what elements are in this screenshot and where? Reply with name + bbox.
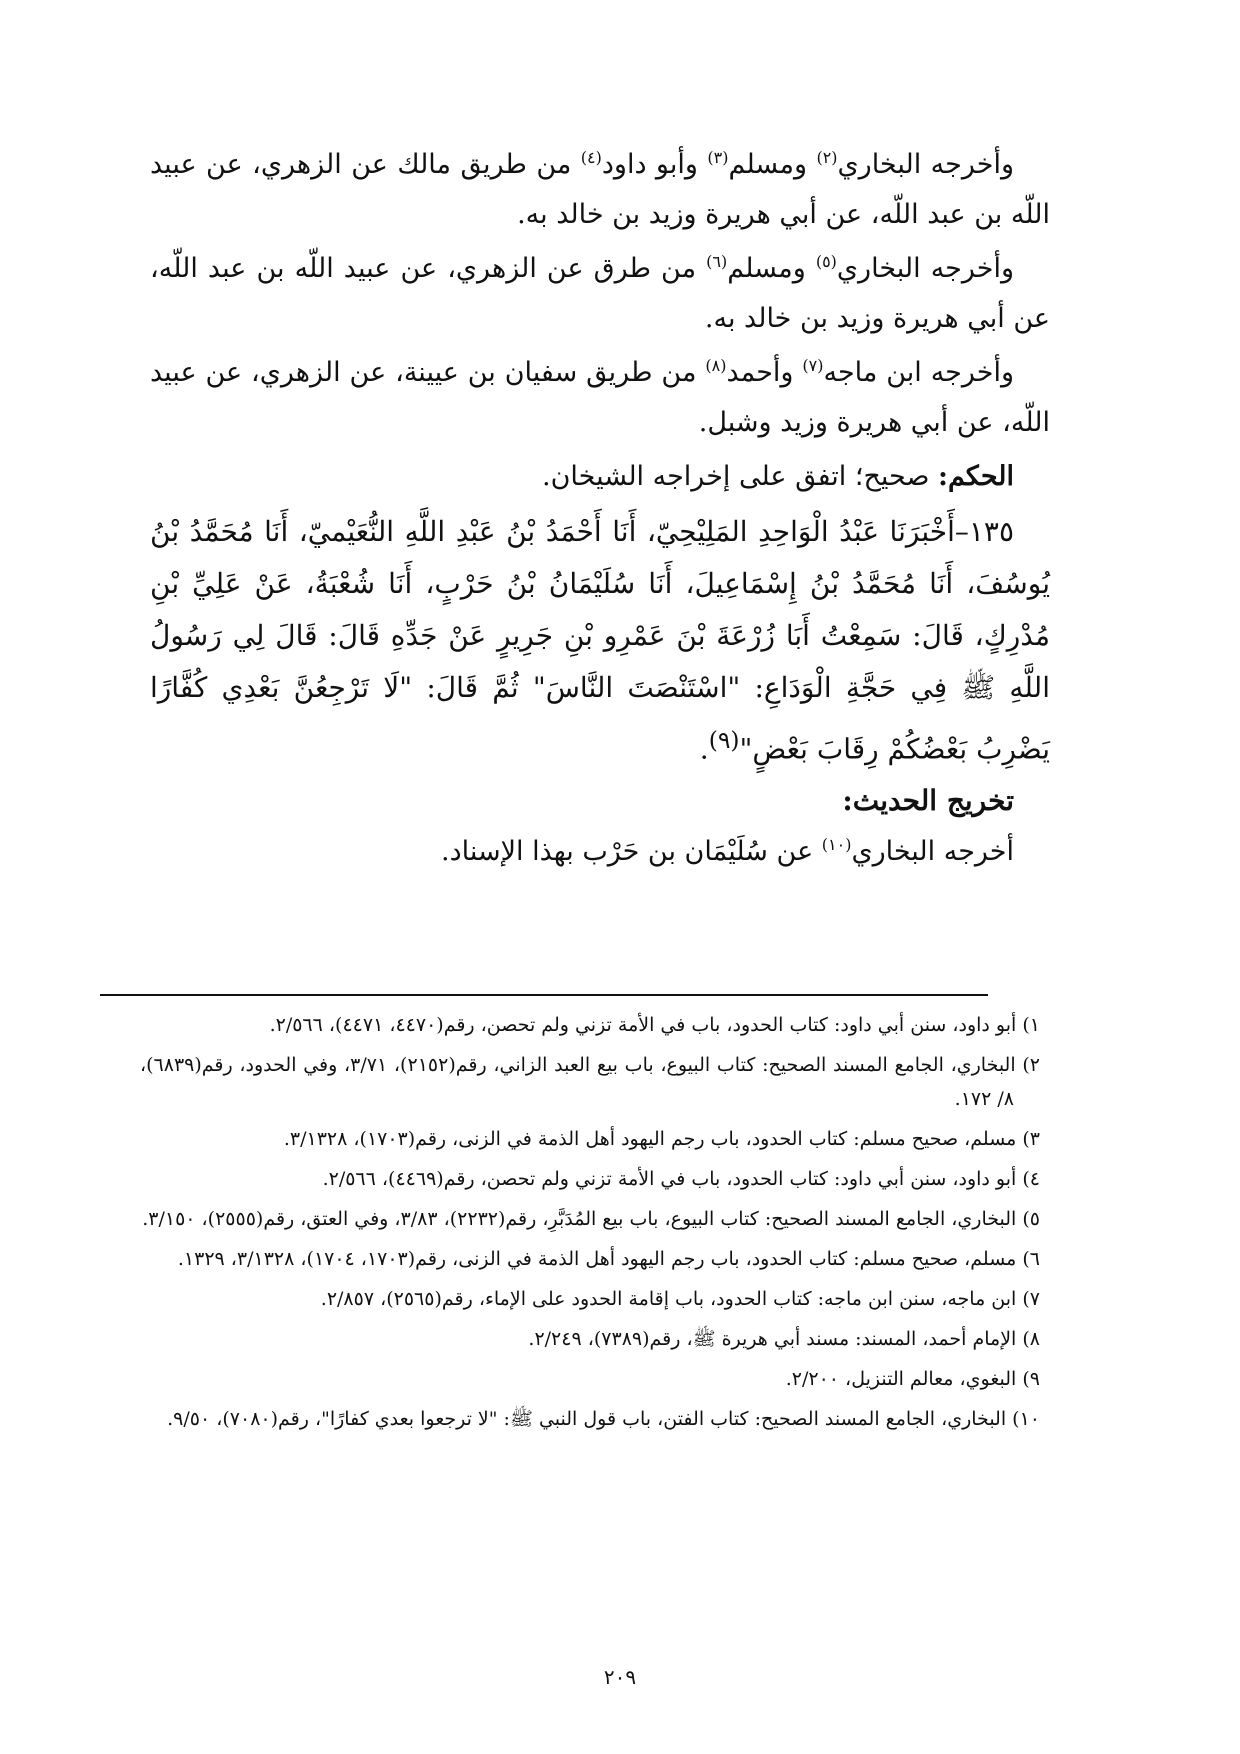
page-body (150, 140, 1050, 881)
hukm-label: الحكم: (937, 461, 1014, 492)
hadith-text: ١٣٥–أَخْبَرَنَا عَبْدُ الْوَاحِدِ المَلِيْحِيّ، أَنَا أَحْمَدُ بْنُ عَبْدِ اللَّهِ النُّعَيْميّ، أَنَا مُحَمَّدُ بْنُ يُوسُفَ، أَنَا مُحَمَّدُ بْنُ إِسْمَاعِيلَ، أَنَا سُلَيْمَانُ بْنُ حَرْبٍ، أَنَا شُعْبَةُ، عَنْ عَلِيِّ بْنِ مُدْرِكٍ، قَالَ: سَمِعْتُ أَبَا زُرْعَةَ بْنَ عَمْرِو بْنِ جَرِيرٍ عَنْ جَدِّهِ قَالَ: قَالَ لِي رَسُولُ اللَّهِ ﷺ فِي حَجَّةِ الْوَدَاعِ: "اسْتَنْصَتَ النَّاسَ" ثُمَّ قَالَ: "لَا تَرْجِعُنَّ بَعْدِي كُفَّارًا يَضْرِبُ بَعْضُكُمْ رِقَابَ بَعْضٍ"$^{(٩)}$. (150, 515, 1050, 766)
footnote-2: ٢) البخاري، الجامع المسند الصحيح: كتاب البيوع، باب بيع العبد الزاني، رقم(٢١٥٢)، ٣/٧١، وفي الحدود، رقم(٦٨٣٩)، ٨/ ١٧٢. (140, 1054, 1040, 1110)
footnote-1: ١) أبو داود، سنن أبي داود: كتاب الحدود، باب في الأمة تزني ولم تحصن، رقم(٤٤٧٠، ٤٤٧١)، ٢/٥٦٦. (269, 1014, 1040, 1036)
footnote-9: ٩) البغوي، معالم التنزيل، ٢/٢٠٠. (785, 1368, 1040, 1390)
hukm-text: صحيح؛ اتفق على إخراجه الشيخان. (542, 461, 938, 492)
takhrij-paragraph-2: وأخرجه البخاري$^{(٥)}$ ومسلم$^{(٦)}$ من طرق عن الزهري، عن عبيد اللّه بن عبد اللّه، عن أبي هريرة وزيد بن خالد به. (150, 252, 1050, 334)
takhrij-paragraph-1: وأخرجه البخاري$^{(٢)}$ ومسلم$^{(٣)}$ وأبو داود$^{(٤)}$ من طريق مالك عن الزهري، عن عبيد اللّه بن عبد اللّه، عن أبي هريرة وزيد بن خالد به. (150, 148, 1050, 230)
footnote-3: ٣) مسلم، صحيح مسلم: كتاب الحدود، باب رجم اليهود أهل الذمة في الزنى، رقم(١٧٠٣)، ٣/١٣٢٨. (283, 1128, 1040, 1150)
takhrij-text: أخرجه البخاري$^{(١٠)}$ عن سُلَيْمَان بن حَرْب بهذا الإسناد. (441, 835, 1014, 868)
footnote-4: ٤) أبو داود، سنن أبي داود: كتاب الحدود، باب في الأمة تزني ولم تحصن، رقم(٤٤٦٩)، ٢/٥٦٦. (322, 1168, 1040, 1190)
footnote-5: ٥) البخاري، الجامع المسند الصحيح: كتاب البيوع، باب بيع المُدَبَّرِ، رقم(٢٢٣٢)، ٣/٨٣، وفي العتق، رقم(٢٥٥٥)، ٣/١٥٠. (142, 1208, 1040, 1230)
takhrij-paragraph-3: وأخرجه ابن ماجه$^{(٧)}$ وأحمد$^{(٨)}$ من طريق سفيان بن عيينة، عن الزهري، عن عبيد اللّه، عن أبي هريرة وزيد وشبل. (150, 356, 1050, 438)
footnote-separator (100, 994, 988, 996)
footnotes (140, 1008, 1040, 1442)
footnote-8: ٨) الإمام أحمد، المسند: مسند أبي هريرة ﷺ، رقم(٧٣٨٩)، ٢/٢٤٩. (528, 1328, 1040, 1350)
footnote-7: ٧) ابن ماجه، سنن ابن ماجه: كتاب الحدود، باب إقامة الحدود على الإماء، رقم(٢٥٦٥)، ٢/٨٥٧. (320, 1288, 1040, 1310)
footnote-6: ٦) مسلم، صحيح مسلم: كتاب الحدود، باب رجم اليهود أهل الذمة في الزنى، رقم(١٧٠٣، ١٧٠٤)، ٣/١٣٢٨، ١٣٢٩. (177, 1248, 1040, 1270)
footnote-10: ١٠) البخاري، الجامع المسند الصحيح: كتاب الفتن، باب قول النبي ﷺ: "لا ترجعوا بعدي كفارًا"، رقم(٧٠٨٠)، ٩/٥٠. (167, 1408, 1040, 1430)
takhrij-heading: تخريج الحديث: (842, 784, 1014, 818)
hukm-line (150, 452, 1050, 502)
page-number: ٢٠٩ (603, 1665, 637, 1689)
